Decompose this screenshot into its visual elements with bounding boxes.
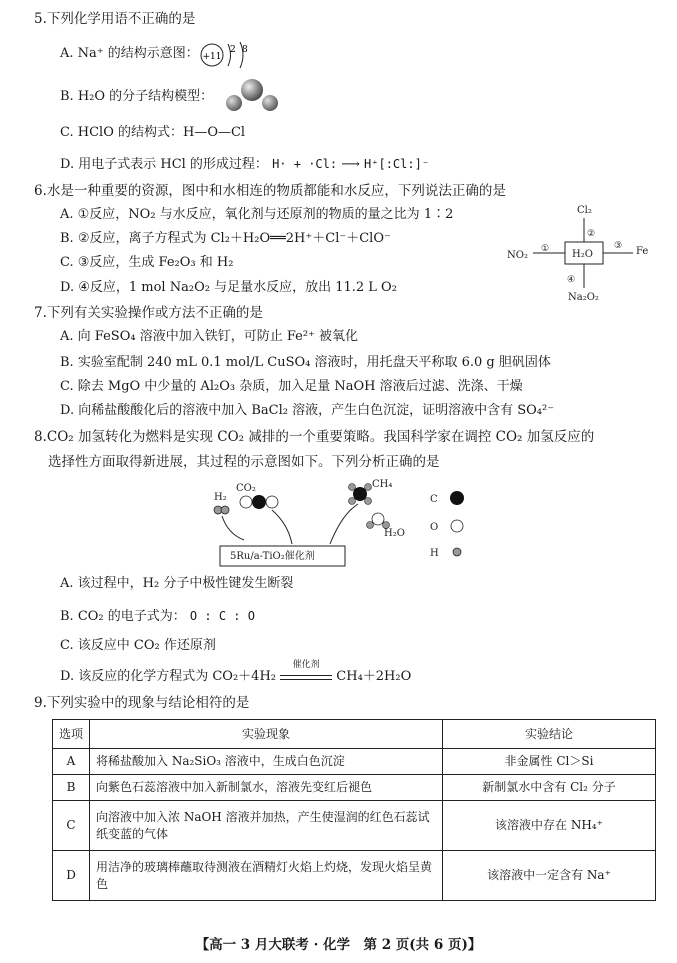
fig-h2-label: H₂ — [214, 492, 227, 503]
diagram-label-2: ② — [587, 229, 596, 239]
q5-option-a-text: A. Na⁺ 的结构示意图： — [60, 46, 199, 61]
q7-option-d: D. 向稀盐酸酸化后的溶液中加入 BaCl₂ 溶液，产生白色沉淀，证明溶液中含有 SO₄²⁻ — [60, 403, 555, 418]
fig-ch4-label: CH₄ — [372, 479, 393, 490]
catalyst-condition-arrow — [280, 660, 332, 680]
reaction-arrow: ⟶ — [341, 157, 360, 172]
diagram-right-fe: Fe — [636, 246, 649, 257]
q6-option-d: D. ④反应，1 mol Na₂O₂ 与足量水反应，放出 11.2 L O₂ — [60, 280, 397, 295]
row-a-conclusion: 非金属性 Cl＞Si — [443, 749, 656, 775]
q8-option-b — [60, 607, 255, 626]
na-shell-2: 8 — [242, 45, 248, 55]
row-a-phenomenon: 将稀盐酸加入 Na₂SiO₃ 溶液中，生成白色沉淀 — [90, 749, 443, 775]
row-c-option: C — [53, 801, 90, 851]
equals-arrow — [280, 675, 332, 680]
row-d-option: D — [53, 851, 90, 901]
header-phenomenon: 实验现象 — [90, 720, 443, 749]
q6-option-a: A. ①反应，NO₂ 与水反应，氧化剂与还原剂的物质的量之比为 1∶2 — [60, 207, 454, 222]
row-a-option: A — [53, 749, 90, 775]
diagram-label-4: ④ — [567, 275, 576, 285]
q8-stem-line2: 选择性方面取得新进展，其过程的示意图如下。下列分析正确的是 — [48, 454, 440, 470]
fig-h2o-label: H₂O — [384, 528, 405, 539]
diagram-top-cl2: Cl₂ — [577, 205, 592, 216]
q6-stem: 6.水是一种重要的资源，图中和水相连的物质都能和水反应，下列说法正确的是 — [34, 183, 506, 199]
diagram-label-3: ③ — [614, 241, 623, 251]
row-b-option: B — [53, 775, 90, 801]
legend-o-label: O — [430, 522, 439, 533]
hcl-formation-left: H· + ·Cl: — [272, 157, 338, 171]
diagram-label-1: ① — [541, 244, 550, 254]
q7-option-c: C. 除去 MgO 中少量的 Al₂O₃ 杂质，加入足量 NaOH 溶液后过滤、洗涤、干燥 — [60, 379, 523, 394]
q5-option-b — [60, 88, 213, 106]
hcl-formation-right: H⁺[:Cl:]⁻ — [364, 157, 430, 171]
q6-option-c: C. ③反应，生成 Fe₂O₃ 和 H₂ — [60, 255, 234, 270]
na-shell-1: 2 — [230, 45, 236, 55]
q5-option-b-text: B. H₂O 的分子结构模型： — [60, 89, 214, 104]
q7-stem: 7.下列有关实验操作或方法不正确的是 — [34, 305, 263, 321]
row-c-conclusion: 该溶液中存在 NH₄⁺ — [443, 801, 656, 851]
q5-option-d-text: D. 用电子式表示 HCl 的形成过程： — [60, 157, 268, 172]
row-d-phenomenon: 用洁净的玻璃棒蘸取待测液在酒精灯火焰上灼烧，发现火焰呈黄色 — [90, 851, 443, 901]
q8-stem-line1: 8.CO₂ 加氢转化为燃料是实现 CO₂ 减排的一个重要策略。我国科学家在调控 CO₂ 加氢反应的 — [34, 429, 595, 445]
q9-stem: 9.下列实验中的现象与结论相符的是 — [34, 695, 250, 711]
header-option: 选项 — [53, 720, 90, 749]
table-row — [53, 775, 656, 801]
water-molecule-model — [222, 76, 282, 114]
row-b-phenomenon: 向紫色石蕊溶液中加入新制氯水，溶液先变红后褪色 — [90, 775, 443, 801]
q5-option-d — [60, 155, 429, 174]
row-c-phenomenon: 向溶液中加入浓 NaOH 溶液并加热，产生使湿润的红色石蕊试纸变蓝的气体 — [90, 801, 443, 851]
legend-c-label: C — [430, 494, 438, 505]
q5-stem: 5.下列化学用语不正确的是 — [34, 11, 196, 27]
q8-option-c: C. 该反应中 CO₂ 作还原剂 — [60, 638, 216, 653]
na-ion-structure-diagram — [200, 38, 260, 72]
q6-option-b: B. ②反应，离子方程式为 Cl₂＋H₂O══2H⁺＋Cl⁻＋ClO⁻ — [60, 231, 391, 246]
row-b-conclusion: 新制氯水中含有 Cl₂ 分子 — [443, 775, 656, 801]
q8-option-d-text: D. 该反应的化学方程式为 CO₂＋4H₂ — [60, 669, 276, 684]
table-row — [53, 801, 656, 851]
diagram-center-h2o: H₂O — [572, 249, 593, 260]
diagram-left-no2: NO₂ — [507, 250, 528, 261]
catalyst-label: 5Ru/a-TiO₂催化剂 — [230, 551, 315, 562]
table-row — [53, 851, 656, 901]
q8-option-a: A. 该过程中，H₂ 分子中极性键发生断裂 — [60, 576, 294, 591]
table-header-row — [53, 720, 656, 749]
legend-h-label: H — [430, 548, 439, 559]
q8-option-b-text: B. CO₂ 的电子式为： — [60, 609, 186, 624]
header-conclusion: 实验结论 — [443, 720, 656, 749]
q8-option-d-products: CH₄＋2H₂O — [336, 669, 412, 684]
water-reaction-diagram — [505, 202, 655, 306]
q8-option-d — [60, 660, 412, 686]
row-d-conclusion: 该溶液中一定含有 Na⁺ — [443, 851, 656, 901]
q5-option-a — [60, 45, 199, 63]
na-nucleus-label: +11 — [202, 52, 222, 62]
diagram-bottom-na2o2: Na₂O₂ — [568, 292, 599, 303]
q5-option-c: C. HClO 的结构式：H—O—Cl — [60, 125, 246, 140]
catalyst-condition-label: 催化剂 — [292, 660, 320, 670]
co2-hydrogenation-figure — [200, 474, 480, 570]
page-footer: 【高一 3 月大联考 · 化学 第 2 页(共 6 页)】 — [195, 937, 482, 953]
fig-co2-label: CO₂ — [236, 483, 256, 494]
co2-electron-formula: O : C : O — [189, 609, 255, 623]
experiment-table — [52, 719, 656, 901]
table-row — [53, 749, 656, 775]
q7-option-a: A. 向 FeSO₄ 溶液中加入铁钉，可防止 Fe²⁺ 被氧化 — [60, 329, 359, 344]
q7-option-b: B. 实验室配制 240 mL 0.1 mol/L CuSO₄ 溶液时，用托盘天平称取 6.0 g 胆矾固体 — [60, 355, 551, 370]
